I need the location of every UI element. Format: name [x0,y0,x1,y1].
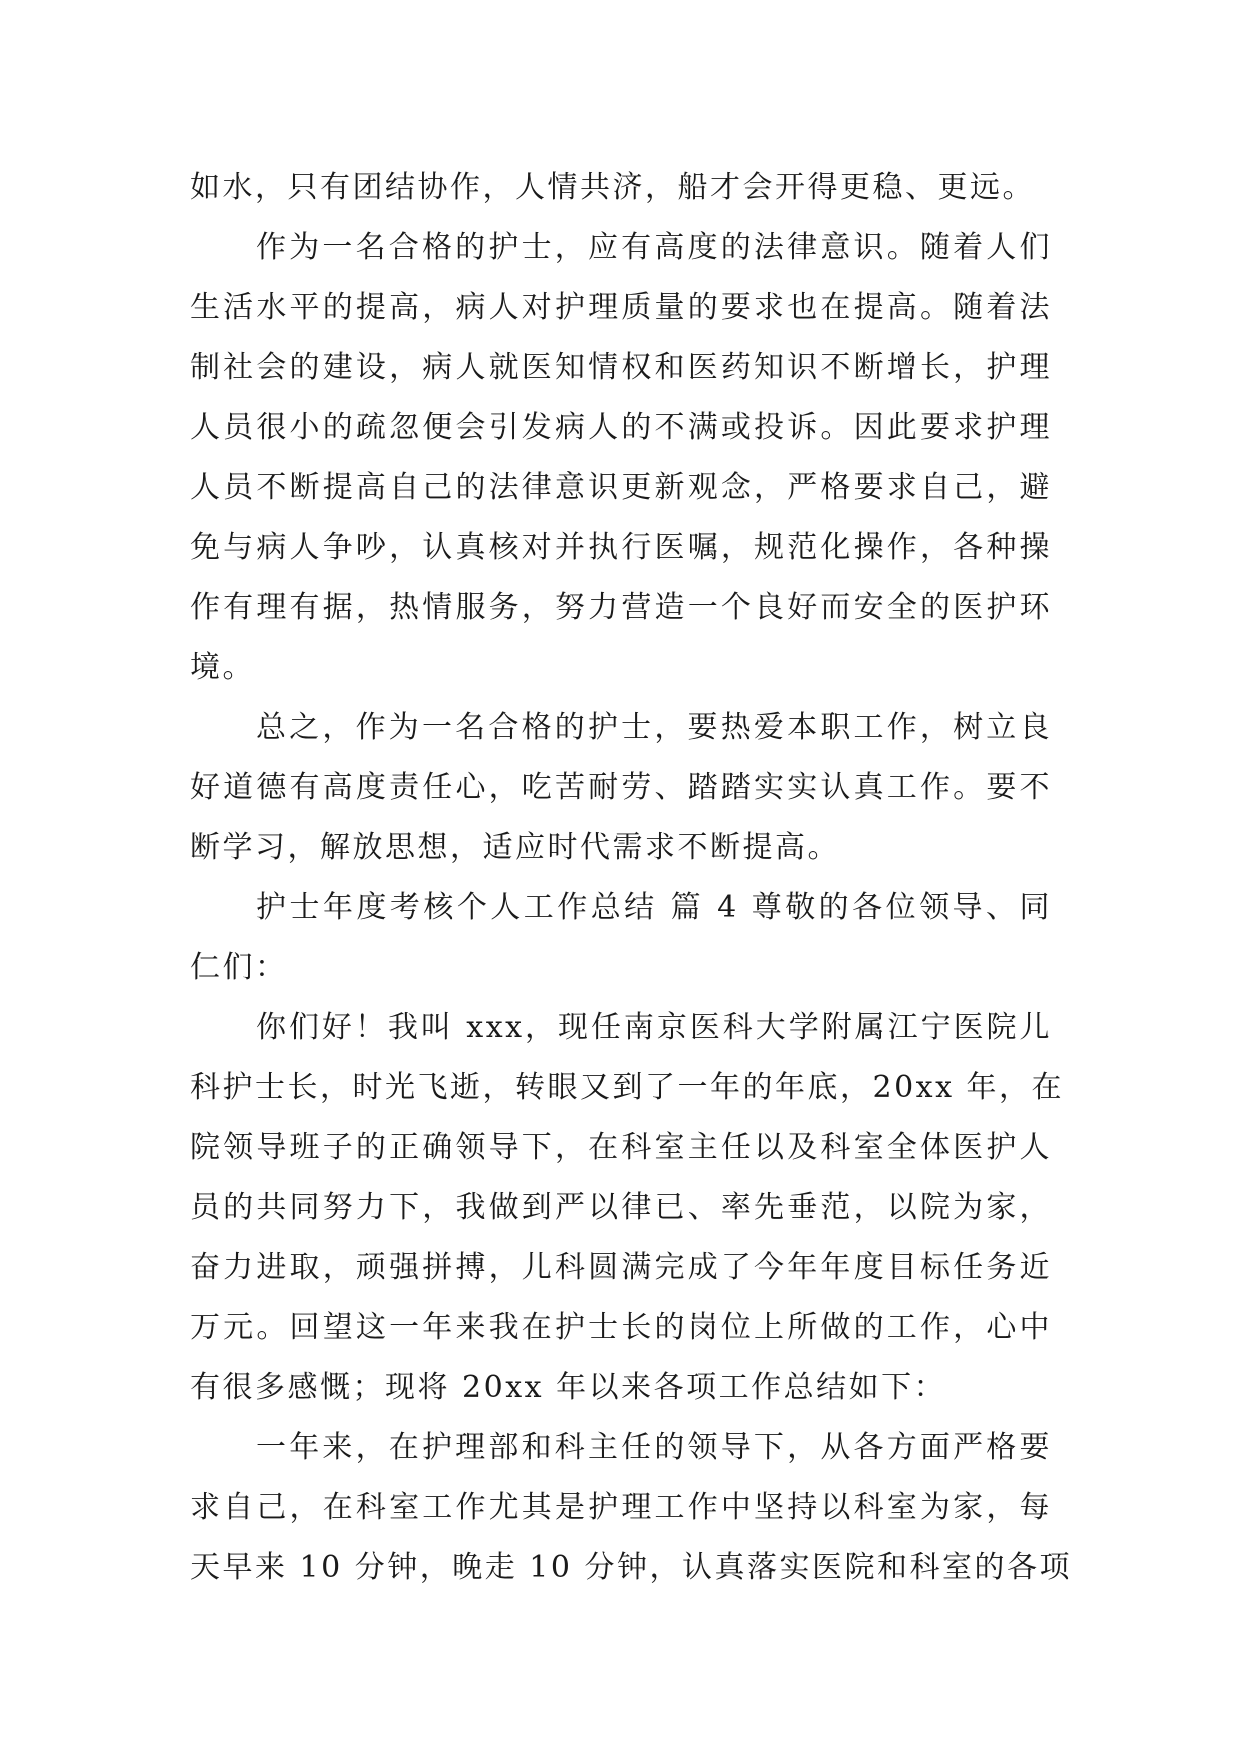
section-heading-line: 护士年度考核个人工作总结 篇 4 尊敬的各位领导、同 [256,890,1052,925]
paragraph-line: 断学习，解放思想，适应时代需求不断提高。 [190,830,840,865]
section-heading-line: 仁们： [190,950,288,985]
paragraph-line: 天早来 10 分钟，晚走 10 分钟，认真落实医院和科室的各项 [190,1550,1072,1585]
paragraph-line: 如水，只有团结协作，人情共济，船才会开得更稳、更远。 [190,170,1035,205]
paragraph-line: 一年来，在护理部和科主任的领导下，从各方面严格要 [256,1430,1052,1465]
paragraph-line: 人员不断提高自己的法律意识更新观念，严格要求自己，避 [190,470,1052,505]
paragraph-line: 科护士长，时光飞逝，转眼又到了一年的年底，20xx 年，在 [190,1070,1065,1105]
paragraph-line: 奋力进取，顽强拼搏，儿科圆满完成了今年年度目标任务近 [190,1250,1052,1285]
paragraph-line: 员的共同努力下，我做到严以律已、率先垂范，以院为家， [190,1190,1052,1225]
document-body [190,158,1072,1598]
paragraph-line: 院领导班子的正确领导下，在科室主任以及科室全体医护人 [190,1130,1052,1165]
paragraph-line: 万元。回望这一年来我在护士长的岗位上所做的工作，心中 [190,1310,1052,1345]
paragraph-line: 生活水平的提高，病人对护理质量的要求也在提高。随着法 [190,290,1052,325]
paragraph-line: 制社会的建设，病人就医知情权和医药知识不断增长，护理 [190,350,1052,385]
paragraph-line: 作为一名合格的护士，应有高度的法律意识。随着人们 [256,230,1052,265]
paragraph-line: 求自己，在科室工作尤其是护理工作中坚持以科室为家，每 [190,1490,1052,1525]
paragraph-line: 免与病人争吵，认真核对并执行医嘱，规范化操作，各种操 [190,530,1052,565]
paragraph-line: 总之，作为一名合格的护士，要热爱本职工作，树立良 [256,710,1052,745]
paragraph-line: 好道德有高度责任心，吃苦耐劳、踏踏实实认真工作。要不 [190,770,1052,805]
paragraph-line: 有很多感慨；现将 20xx 年以来各项工作总结如下： [190,1370,947,1405]
paragraph-line: 你们好！我叫 xxx，现任南京医科大学附属江宁医院儿 [256,1010,1052,1045]
paragraph-line: 境。 [190,650,255,685]
paragraph-line: 作有理有据，热情服务，努力营造一个良好而安全的医护环 [190,590,1052,625]
paragraph-line: 人员很小的疏忽便会引发病人的不满或投诉。因此要求护理 [190,410,1052,445]
